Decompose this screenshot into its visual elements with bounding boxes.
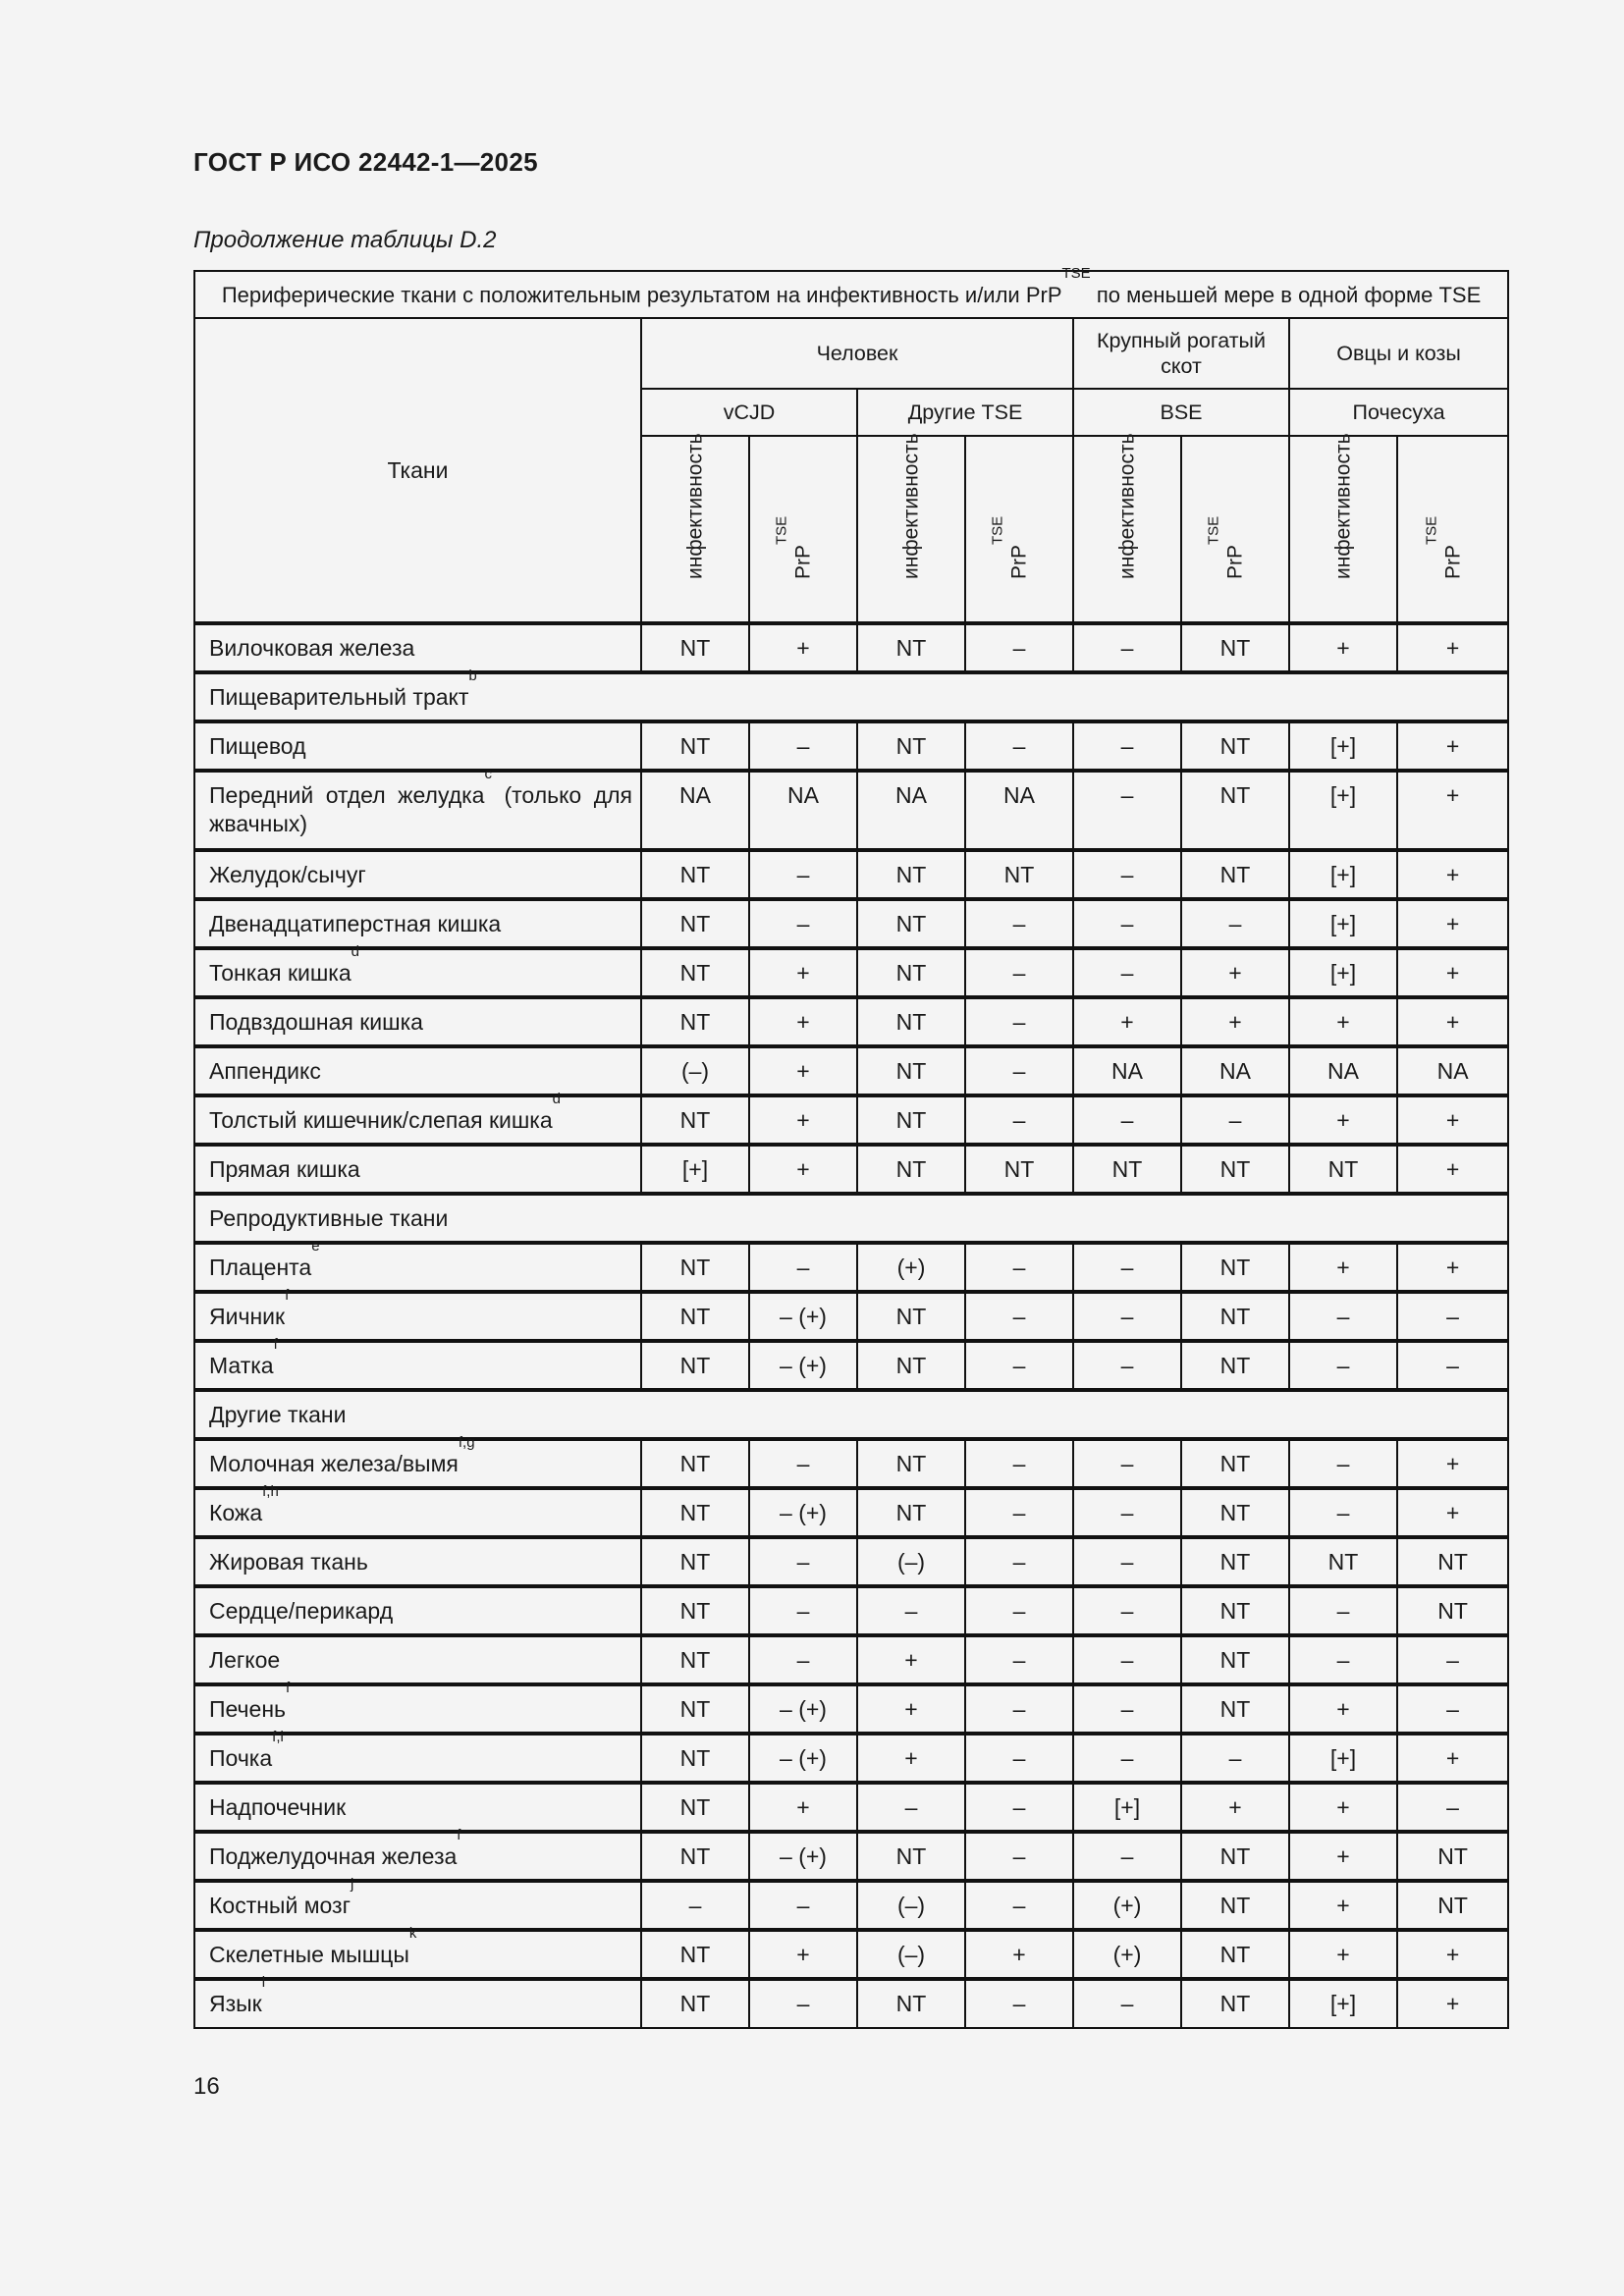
section-header: Другие ткани [194,1390,1508,1439]
table-cell: NT [1181,1979,1289,2028]
table-cell: NT [1181,623,1289,672]
table-cell: NT [1289,1537,1397,1586]
tissue-name: Двенадцатиперстная кишка [194,899,641,948]
table-cell: – (+) [749,1292,857,1341]
table-cell: – [1073,850,1181,899]
document-header: ГОСТ Р ИСО 22442-1—2025 [193,147,538,177]
table-cell: NA [857,771,965,850]
table-cell: NT [857,623,965,672]
table-cell: [+] [1289,771,1397,850]
table-cell: NT [641,1537,749,1586]
table-cell: (–) [857,1930,965,1979]
tissue-name: Почка$^{f,i}$ [194,1734,641,1783]
tissue-name: Печень$^f$ [194,1684,641,1734]
table-cell: NT [641,721,749,771]
table-cell: (+) [1073,1881,1181,1930]
table-cell: NA [749,771,857,850]
table-cell: – [641,1881,749,1930]
table-cell: – [965,1439,1073,1488]
table-cell: [+] [641,1145,749,1194]
table-cell: + [1289,1832,1397,1881]
table-cell: – [1073,1488,1181,1537]
table-cell: – [1073,1832,1181,1881]
table-cell: – [1073,1684,1181,1734]
table-cell: + [1181,1783,1289,1832]
table-cell: NA [965,771,1073,850]
table-cell: (–) [857,1881,965,1930]
table-cell: NT [1181,1586,1289,1635]
group-human: Человек [641,318,1073,389]
table-cell: – [965,1734,1073,1783]
table-cell: [+] [1289,1734,1397,1783]
table-cell: NA [1289,1046,1397,1095]
table-cell: NT [1181,1930,1289,1979]
table-cell: NT [857,1341,965,1390]
tissue-name: Жировая ткань [194,1537,641,1586]
table-cell: – [1397,1292,1508,1341]
table-cell: + [749,623,857,672]
table-cell: NT [857,1979,965,2028]
table-cell: + [749,997,857,1046]
table-cell: + [1289,1881,1397,1930]
tissue-name: Прямая кишка [194,1145,641,1194]
measure-prp-header: PrP$^{TSE}$ [1397,436,1508,623]
table-cell: NT [1181,1341,1289,1390]
table-cell: – [965,899,1073,948]
table-cell: NT [1181,1684,1289,1734]
tissue-name: Аппендикс [194,1046,641,1095]
table-cell: + [1289,623,1397,672]
table-cell: NT [857,1095,965,1145]
subgroup-vcjd: vCJD [641,389,857,436]
table-cell: + [857,1684,965,1734]
table-cell: + [1397,771,1508,850]
table-cell: – (+) [749,1488,857,1537]
table-cell: – [749,1439,857,1488]
table-cell: NT [1181,850,1289,899]
table-cell: – [965,623,1073,672]
table-cell: NT [1181,721,1289,771]
table-cell: – [1073,948,1181,997]
table-cell: (+) [857,1243,965,1292]
table-cell: + [749,1930,857,1979]
table-cell: – [1073,721,1181,771]
table-cell: NT [857,1046,965,1095]
table-cell: NT [857,948,965,997]
measure-prp-header: PrP$^{TSE}$ [1181,436,1289,623]
table-cell: – [965,721,1073,771]
table-cell: + [857,1635,965,1684]
table-cell: – [749,1243,857,1292]
table-cell: – [1181,899,1289,948]
table-cell: NT [857,899,965,948]
tissue-name: Поджелудочная железа$^f$ [194,1832,641,1881]
table-cell: + [1289,1684,1397,1734]
table-cell: NT [641,1783,749,1832]
table-cell: + [1397,899,1508,948]
tissue-name: Толстый кишечник/слепая кишка$^d$ [194,1095,641,1145]
table-cell: – [965,997,1073,1046]
group-sheep-goats: Овцы и козы [1289,318,1508,389]
table-cell: NT [641,623,749,672]
table-cell: NT [641,1586,749,1635]
table-cell: + [965,1930,1073,1979]
table-cell: NT [857,1145,965,1194]
table-cell: NT [641,1979,749,2028]
table-cell: + [1289,1783,1397,1832]
table-cell: [+] [1289,899,1397,948]
table-cell: NT [857,1832,965,1881]
table-cell: – [1397,1635,1508,1684]
table-cell: NT [641,1488,749,1537]
table-cell: NT [641,948,749,997]
tissue-column-header: Ткани [194,318,641,623]
table-cell: – [749,850,857,899]
table-cell: NT [1181,1832,1289,1881]
table-cell: + [749,1145,857,1194]
table-cell: NT [857,997,965,1046]
table-cell: – [1073,1439,1181,1488]
tissue-name: Молочная железа/вымя$^{f,g}$ [194,1439,641,1488]
tissue-name: Скелетные мышцы$^k$ [194,1930,641,1979]
table-cell: – [965,1684,1073,1734]
table-cell: – [1073,1243,1181,1292]
tissue-name: Кожа$^{f,h}$ [194,1488,641,1537]
tissue-name: Костный мозг$^j$ [194,1881,641,1930]
table-cell: NT [1397,1832,1508,1881]
table-cell: + [749,1783,857,1832]
table-cell: NT [1397,1881,1508,1930]
table-cell: NT [641,1684,749,1734]
tissue-name: Подвздошная кишка [194,997,641,1046]
section-header: Репродуктивные ткани [194,1194,1508,1243]
table-cell: – [965,948,1073,997]
table-cell: NT [857,1488,965,1537]
table-cell: + [1289,1243,1397,1292]
table-cell: [+] [1289,1979,1397,2028]
table-cell: – [1289,1439,1397,1488]
table-cell: + [1397,1145,1508,1194]
table-cell: – (+) [749,1684,857,1734]
table-cell: + [857,1734,965,1783]
table-cell: NT [641,1292,749,1341]
table-title: Периферические ткани с положительным результатом на инфективность и/или PrP$^{TSE}$ по меньшей мере в одной форме TSE [194,271,1508,318]
table-cell: – [965,1292,1073,1341]
tissue-name: Тонкая кишка$^d$ [194,948,641,997]
tissue-table [193,264,1509,2029]
measure-prp-header: PrP$^{TSE}$ [749,436,857,623]
tissue-name: Вилочковая железа [194,623,641,672]
table-cell: NT [857,850,965,899]
table-cell: NT [641,1243,749,1292]
table-cell: NT [1181,1145,1289,1194]
table-cell: – [1289,1635,1397,1684]
table-cell: – [1073,1586,1181,1635]
table-cell: NT [641,1341,749,1390]
table-cell: NA [641,771,749,850]
table-cell: + [1181,948,1289,997]
table-cell: – [1289,1586,1397,1635]
table-cell: – [1397,1684,1508,1734]
table-cell: NT [641,1832,749,1881]
table-cell: NT [1181,771,1289,850]
table-cell: NT [641,899,749,948]
table-cell: + [1397,1095,1508,1145]
table-cell: + [1181,997,1289,1046]
table-cell: NT [1181,1488,1289,1537]
table-cell: – [1181,1095,1289,1145]
table-cell: (+) [1073,1930,1181,1979]
table-cell: NT [857,1439,965,1488]
table-cell: – [1289,1292,1397,1341]
table-cell: + [749,1095,857,1145]
table-cell: – [857,1783,965,1832]
table-cell: – [749,1586,857,1635]
table-cell: – [965,1095,1073,1145]
table-cell: [+] [1073,1783,1181,1832]
table-cell: + [1397,1930,1508,1979]
table-cell: NT [641,1930,749,1979]
table-cell: + [749,948,857,997]
table-cell: – (+) [749,1341,857,1390]
table-cell: + [1397,1734,1508,1783]
tissue-name: Язык$^l$ [194,1979,641,2028]
table-cell: + [1397,948,1508,997]
table-cell: – [1073,1979,1181,2028]
measure-infectivity-header: инфективность [641,436,749,623]
table-cell: + [1289,1095,1397,1145]
subgroup-bse: BSE [1073,389,1289,436]
table-cell: NT [1397,1537,1508,1586]
table-cell: – [857,1586,965,1635]
table-cell: – [965,1635,1073,1684]
table-cell: – [965,1243,1073,1292]
table-cell: + [1073,997,1181,1046]
measure-infectivity-header: инфективность [1073,436,1181,623]
table-cell: – [1073,1635,1181,1684]
table-cell: + [1289,997,1397,1046]
tissue-name: Передний отдел желудка$^c$ (только для жвачных) [194,771,641,850]
table-cell: – [965,1979,1073,2028]
table-cell: – [1289,1488,1397,1537]
table-cell: NT [641,1635,749,1684]
table-cell: NT [1073,1145,1181,1194]
table-cell: – [1073,899,1181,948]
table-cell: NT [1181,1439,1289,1488]
table-cell: – [1073,1537,1181,1586]
table-cell: + [749,1046,857,1095]
table-cell: NA [1397,1046,1508,1095]
tissue-name: Матка$^f$ [194,1341,641,1390]
table-cell: NA [1073,1046,1181,1095]
table-cell: + [1397,1243,1508,1292]
table-cell: – [1073,1341,1181,1390]
table-cell: NT [965,1145,1073,1194]
table-cell: – [1397,1341,1508,1390]
table-cell: NT [857,1292,965,1341]
table-cell: – [1073,1095,1181,1145]
subgroup-scrapie: Почесуха [1289,389,1508,436]
table-cell: NT [1289,1145,1397,1194]
table-cell: – [965,1046,1073,1095]
table-cell: – [749,899,857,948]
tissue-name: Легкое [194,1635,641,1684]
table-cell: – [1073,1292,1181,1341]
table-cell: NT [641,1439,749,1488]
table-cell: – [1073,1734,1181,1783]
table-cell: – [749,1979,857,2028]
table-cell: (–) [641,1046,749,1095]
measure-infectivity-header: инфективность [1289,436,1397,623]
tissue-name: Сердце/перикард [194,1586,641,1635]
table-cell: – (+) [749,1734,857,1783]
table-cell: + [1397,997,1508,1046]
table-cell: + [1397,721,1508,771]
table-cell: – [965,1341,1073,1390]
table-cell: NT [641,997,749,1046]
table-cell: [+] [1289,721,1397,771]
table-cell: – [965,1832,1073,1881]
table-cell: NT [641,1095,749,1145]
table-cell: + [1397,623,1508,672]
table-cell: – [749,1537,857,1586]
group-cattle: Крупный рогатый скот [1073,318,1289,389]
table-cell: – [1181,1734,1289,1783]
table-cell: NT [1181,1292,1289,1341]
table-cell: – [965,1586,1073,1635]
section-header: Пищеварительный тракт$^b$ [194,672,1508,721]
table-cell: – [1073,771,1181,850]
table-cell: – [1073,623,1181,672]
table-cell: + [1289,1930,1397,1979]
table-cell: NA [1181,1046,1289,1095]
table-cell: NT [1181,1635,1289,1684]
table-cell: – [1289,1341,1397,1390]
table-cell: + [1397,1488,1508,1537]
tissue-name: Плацента$^e$ [194,1243,641,1292]
tissue-name: Яичник$^f$ [194,1292,641,1341]
measure-infectivity-header: инфективность [857,436,965,623]
table-cell: – [749,1881,857,1930]
page-number: 16 [193,2073,220,2100]
table-cell: NT [965,850,1073,899]
table-cell: NT [1397,1586,1508,1635]
table-cell: + [1397,1439,1508,1488]
tissue-name: Надпочечник [194,1783,641,1832]
table-cell: – [749,1635,857,1684]
subgroup-other-tse: Другие TSE [857,389,1073,436]
table-cell: NT [641,850,749,899]
table-cell: – [1397,1783,1508,1832]
table-cell: – [965,1881,1073,1930]
table-cell: NT [1181,1537,1289,1586]
table-cell: – [965,1783,1073,1832]
table-cell: NT [1181,1243,1289,1292]
measure-prp-header: PrP$^{TSE}$ [965,436,1073,623]
table-cell: (–) [857,1537,965,1586]
table-cell: – (+) [749,1832,857,1881]
table-cell: + [1397,1979,1508,2028]
tissue-name: Пищевод [194,721,641,771]
table-cell: NT [641,1734,749,1783]
table-cell: + [1397,850,1508,899]
table-cell: NT [857,721,965,771]
tissue-name: Желудок/сычуг [194,850,641,899]
table-cell: – [749,721,857,771]
table-cell: NT [1181,1881,1289,1930]
table-cell: – [965,1488,1073,1537]
table-cell: [+] [1289,948,1397,997]
table-cell: – [965,1537,1073,1586]
table-cell: [+] [1289,850,1397,899]
table-caption: Продолжение таблицы D.2 [193,227,497,253]
